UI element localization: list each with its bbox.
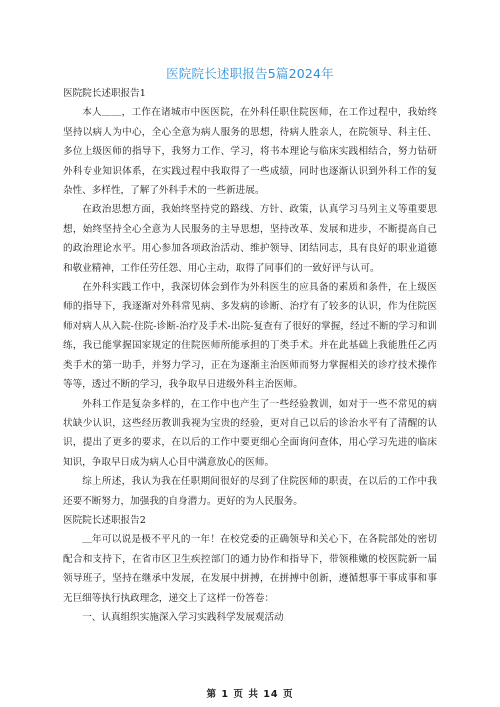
body-paragraph: 本人＿＿，工作在诸城市中医医院，在外科任职住院医师，在工作过程中，我始终坚持以病人为中心，全心全意为病人服务的思想，待病人胜亲人，在院领导、科主任、多位上级医师的指导下，我努力工作、学习，将书本理论与临床实践相结合，努力钻研外科专业知识体系，在实践过程中我取得了一些成绩，同时也逐渐认识到外科工作的复杂性、多样性，了解了外科手术的一些新进展。 bbox=[63, 107, 437, 197]
section-heading: 医院院长述职报告2 bbox=[63, 514, 146, 526]
body-paragraph: 在外科实践工作中，我深切体会到作为外科医生的应具备的素质和条件，在上级医师的指导下，我逐渐对外科常见病、多发病的诊断、治疗有了较多的认识，作为住院医师对病人从入院-住院-诊断-治疗及手术-出院-复查有了很好的掌握，经过不断的学习和训练，我已能掌握国家规定的住院医师所能承担的丁类手术。并在此基础上我能胜任乙丙类手术的第一助手，并努力学习，正在为逐渐主治医师而努力掌握相关的诊疗技术操作等等，透过不断的学习，我争取早日进级外科主治医师。 bbox=[63, 282, 437, 391]
page-number: 第 1 页 共 14 页 bbox=[206, 689, 294, 700]
document-title: 医院院长述职报告5篇2024年 bbox=[166, 66, 334, 81]
body-paragraph: ＿年可以说是极不平凡的一年！在校党委的正确领导和关心下，在各院部处的密切配合和支持下，在省市区卫生疾控部门的通力协作和指导下，带领稚嫩的校医院新一届领导班子，坚持在继承中发展，在发展中拼搏，在拼搏中创新，遵循想事干事成事和事无巨细等执行执政理念，递交上了这样一份答卷： bbox=[63, 534, 437, 604]
section-heading: 医院院长述职报告1 bbox=[63, 88, 146, 99]
body-paragraph: 一、认真组织实施深入学习实践科学发展观活动 bbox=[82, 611, 284, 623]
body-paragraph: 外科工作是复杂多样的，在工作中也产生了一些经验教训，如对于一些不常见的病状缺少认识，这些经历教训我视为宝贵的经验，更对自己以后的诊治水平有了清醒的认识，提出了更多的要求，在以后的工作中要更细心全面询问查体，用心学习先进的临床知识，争取早日成为病人心目中满意放心的医师。 bbox=[63, 398, 437, 468]
document-body bbox=[63, 84, 437, 627]
body-paragraph: 在政治思想方面，我始终坚持党的路线、方针、政策，认真学习马列主义等重要思想，始终坚持全心全意为人民服务的主导思想，坚持改革、发展和进步，不断提高自己的政治理论水平。用心参加各项政治活动、维护领导、团结同志，具有良好的职业道德和敬业精神，工作任劳任怨、用心主动，取得了同事们的一致好评与认可。 bbox=[63, 204, 437, 274]
body-paragraph: 综上所述，我认为我在任职期间很好的尽到了住院医师的职责，在以后的工作中我还要不断努力，加强我的自身潜力。更好的为人民服务。 bbox=[63, 476, 437, 507]
